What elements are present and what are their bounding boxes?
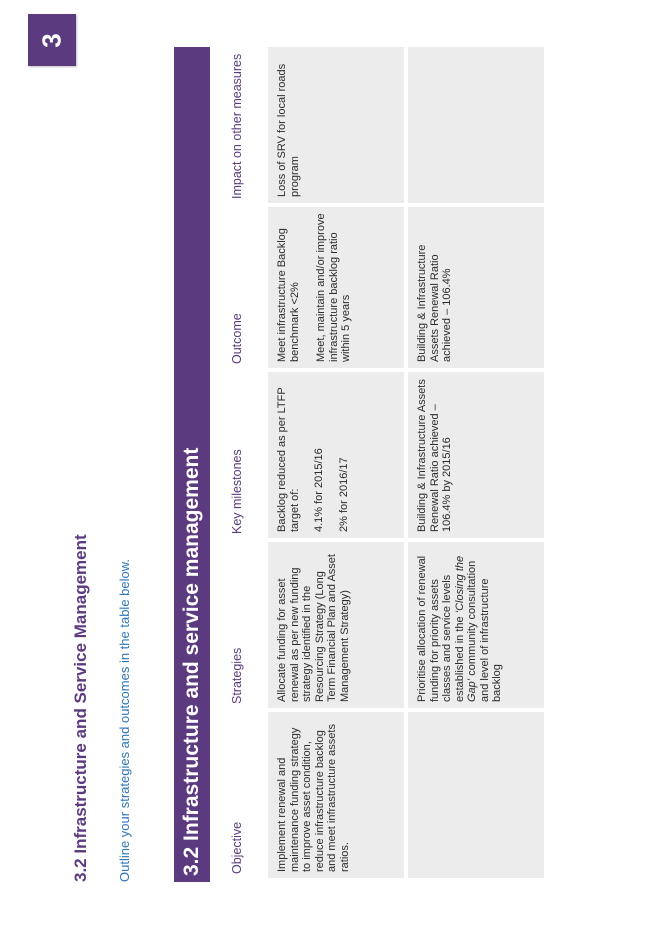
table-header-row	[210, 45, 266, 880]
strategy-text: community consultation and level of infrastructure backlog	[466, 560, 503, 702]
cell-milestones	[266, 370, 406, 540]
milestone-line: Backlog reduced as per LTFP target of:	[276, 387, 301, 532]
outcome-line: Meet, maintain and/or improve infrastructure backlog ratio within 5 years	[315, 213, 352, 362]
cell-impact	[406, 45, 546, 205]
milestone-line: 2% for 2016/17	[337, 457, 350, 532]
header-outcome: Outcome	[210, 205, 266, 370]
table-row	[266, 45, 406, 880]
cell-outcome	[266, 205, 406, 370]
header-objective: Objective	[210, 710, 266, 880]
cell-outcome: Building & Infrastructure Assets Renewal Ratio achieved – 106.4%	[406, 205, 546, 370]
strategy-text: Prioritise allocation of renewal funding for priority assets classes and service levels established in the	[416, 555, 466, 702]
section-banner: 3.2 Infrastructure and service management	[174, 47, 210, 882]
header-strategies: Strategies	[210, 540, 266, 710]
rotated-content	[70, 47, 605, 882]
strategy-italic-text: ‘Closing the Gap’	[453, 555, 478, 702]
cell-strategies	[406, 540, 546, 710]
milestone-line: 4.1% for 2015/16	[313, 448, 325, 532]
cell-objective	[406, 710, 546, 880]
cell-milestones: Building & Infrastructure Assets Renewal Ratio achieved – 106.4% by 2015/16	[406, 370, 546, 540]
cell-impact: Loss of SRV for local roads program	[266, 45, 406, 205]
cell-strategies: Allocate funding for asset renewal as per new funding strategy identified in the Resourcing Strategy (Long Term Financial Plan and Asset Management Strategy)	[266, 540, 406, 710]
header-key-milestones: Key milestones	[210, 370, 266, 540]
page-number-badge	[28, 14, 76, 66]
header-impact: Impact on other measures	[210, 45, 266, 205]
intro-text: Outline your strategies and outcomes in the table below.	[117, 558, 132, 882]
section-title: 3.2 Infrastructure and Service Management	[71, 534, 90, 882]
table-row	[406, 45, 546, 880]
strategies-table	[210, 43, 548, 882]
page-number: 3	[36, 32, 67, 48]
cell-objective: Implement renewal and maintenance funding strategy to improve asset condition, reduce infrastructure backlog and meet infrastructure assets ratios.	[266, 710, 406, 880]
outcome-line: Meet infrastructure Backlog benchmark <2%	[276, 228, 301, 362]
